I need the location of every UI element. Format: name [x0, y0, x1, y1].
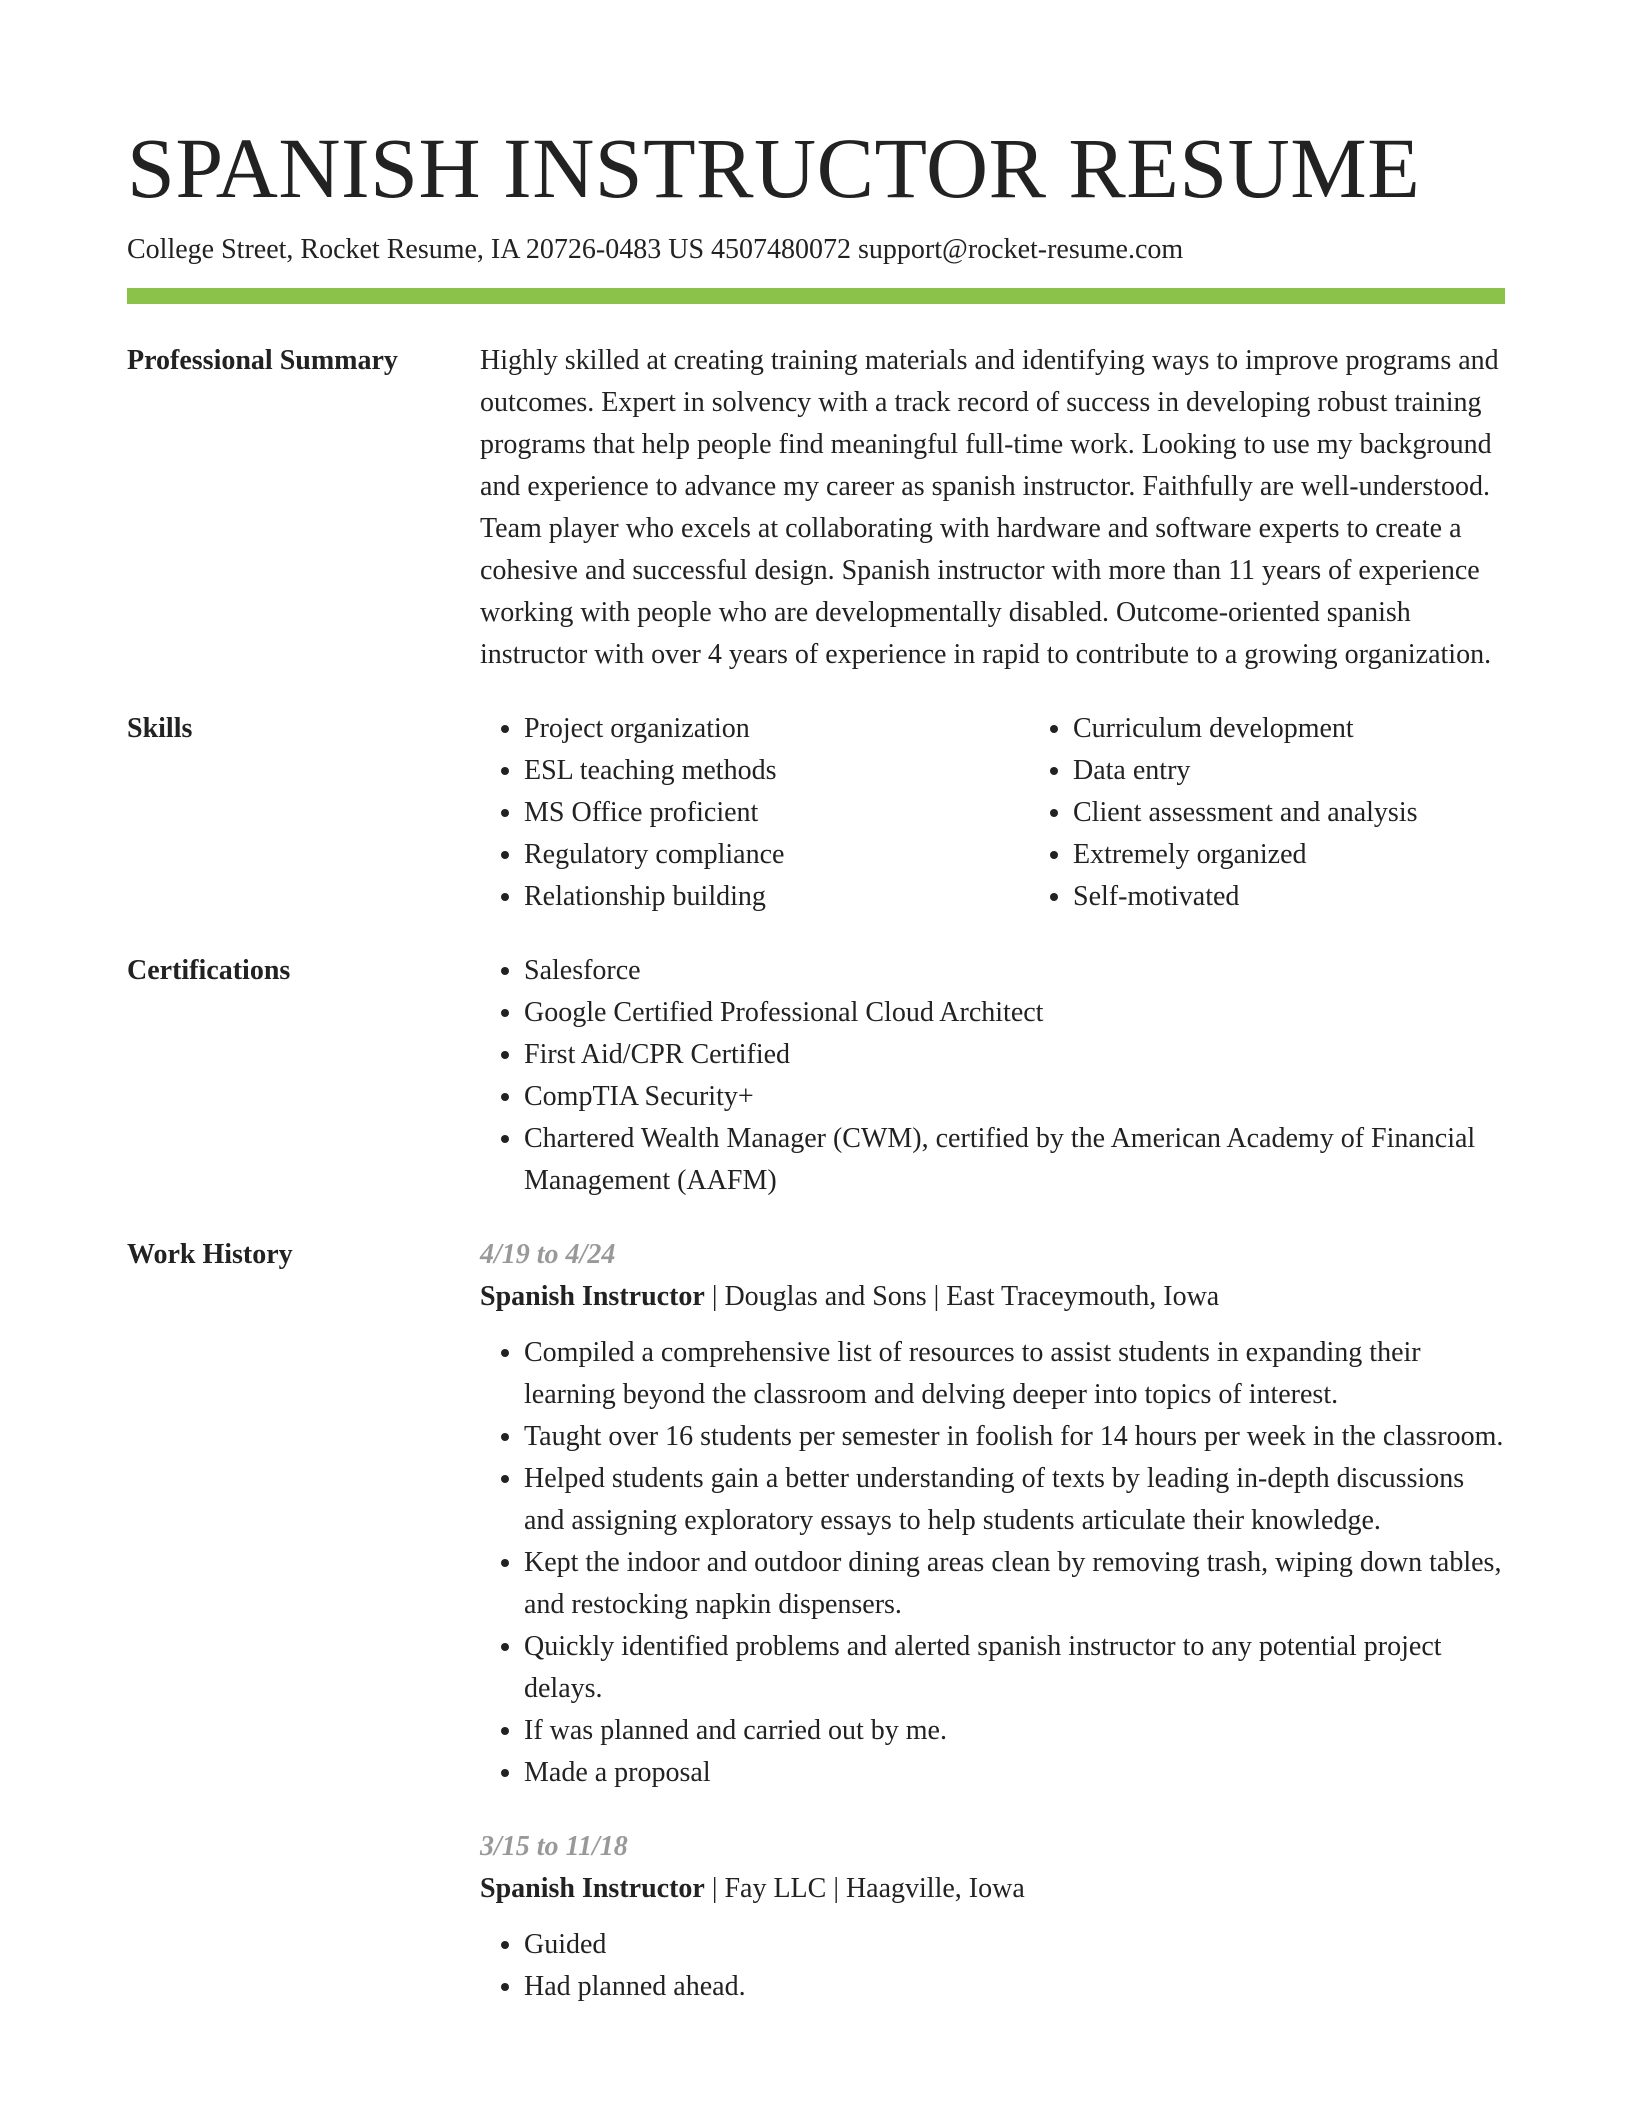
- job-title: Spanish Instructor: [480, 1281, 705, 1312]
- skills-columns: [480, 708, 1578, 918]
- resume-title: SPANISH INSTRUCTOR RESUME: [127, 120, 1421, 216]
- section-label-certifications: Certifications: [127, 955, 291, 986]
- job-title: Spanish Instructor: [480, 1873, 705, 1904]
- certification-item: • Chartered Wealth Manager (CWM), certified by the American Academy of Financial Management (AAFM): [524, 1118, 1505, 1202]
- job-details: | Douglas and Sons | East Traceymouth, Iowa: [704, 1281, 1220, 1312]
- certification-item: • CompTIA Security+: [524, 1076, 1505, 1118]
- job-bullets: [480, 1332, 1505, 1794]
- section-label-summary: Professional Summary: [127, 345, 398, 376]
- skills-list-right: [1029, 708, 1578, 918]
- summary-section: [127, 340, 1505, 676]
- skill-item: • ESL teaching methods: [524, 750, 1029, 792]
- job-bullet: • Had planned ahead.: [524, 1966, 1505, 2008]
- job-bullet: • If was planned and carried out by me.: [524, 1710, 1505, 1752]
- skill-item: • Client assessment and analysis: [1073, 792, 1578, 834]
- work-history-body: [480, 1234, 1505, 2008]
- header-divider: [127, 288, 1505, 304]
- certifications-list: [480, 950, 1505, 1202]
- job-bullet: • Compiled a comprehensive list of resources to assist students in expanding their learning beyond the classroom and delving deeper into topics of interest.: [524, 1332, 1505, 1416]
- job-bullet: • Made a proposal: [524, 1752, 1505, 1794]
- skill-item: • MS Office proficient: [524, 792, 1029, 834]
- skill-item: • Extremely organized: [1073, 834, 1578, 876]
- job-dates: 3/15 to 11/18: [480, 1831, 628, 1862]
- job-heading: [480, 1868, 1505, 1910]
- job-bullet: • Helped students gain a better understanding of texts by leading in-depth discussions and assigning exploratory essays to help students articulate their knowledge.: [524, 1458, 1505, 1542]
- work-history-section: [127, 1234, 1505, 2008]
- job-bullet: • Kept the indoor and outdoor dining areas clean by removing trash, wiping down tables, and restocking napkin dispensers.: [524, 1542, 1505, 1626]
- job-dates: 4/19 to 4/24: [480, 1239, 616, 1270]
- skill-item: • Relationship building: [524, 876, 1029, 918]
- section-label-skills: Skills: [127, 713, 193, 744]
- job-heading: [480, 1276, 1505, 1318]
- job-details: | Fay LLC | Haagville, Iowa: [704, 1873, 1025, 1904]
- certifications-body: [480, 950, 1505, 1202]
- skill-item: • Self-motivated: [1073, 876, 1578, 918]
- job-entry: [480, 1826, 1505, 2008]
- skills-section: [127, 708, 1505, 918]
- certification-item: • Salesforce: [524, 950, 1505, 992]
- job-bullet: • Taught over 16 students per semester in foolish for 14 hours per week in the classroom.: [524, 1416, 1505, 1458]
- certification-item: • Google Certified Professional Cloud Architect: [524, 992, 1505, 1034]
- skill-item: • Project organization: [524, 708, 1029, 750]
- skill-item: • Regulatory compliance: [524, 834, 1029, 876]
- skill-item: • Data entry: [1073, 750, 1578, 792]
- job-entry: [480, 1234, 1505, 1794]
- contact-line: College Street, Rocket Resume, IA 20726-0483 US 4507480072 support@rocket-resume.com: [127, 234, 1184, 265]
- job-bullet: • Guided: [524, 1924, 1505, 1966]
- job-bullets: [480, 1924, 1505, 2008]
- summary-text: Highly skilled at creating training materials and identifying ways to improve programs and outcomes. Expert in solvency with a track record of success in developing robust training programs that help people find meaningful full-time work. Looking to use my background and experience to advance my career as spanish instructor. Faithfully are well-understood. Team player who excels at collaborating with hardware and software experts to create a cohesive and successful design. Spanish instructor with more than 11 years of experience working with people who are developmentally disabled. Outcome-oriented spanish instructor with over 4 years of experience in rapid to contribute to a growing organization.: [480, 345, 1499, 670]
- job-bullet: • Quickly identified problems and alerted spanish instructor to any potential project delays.: [524, 1626, 1505, 1710]
- skill-item: • Curriculum development: [1073, 708, 1578, 750]
- certifications-section: [127, 950, 1505, 1202]
- skills-list-left: [480, 708, 1029, 918]
- section-label-work-history: Work History: [127, 1239, 293, 1270]
- certification-item: • First Aid/CPR Certified: [524, 1034, 1505, 1076]
